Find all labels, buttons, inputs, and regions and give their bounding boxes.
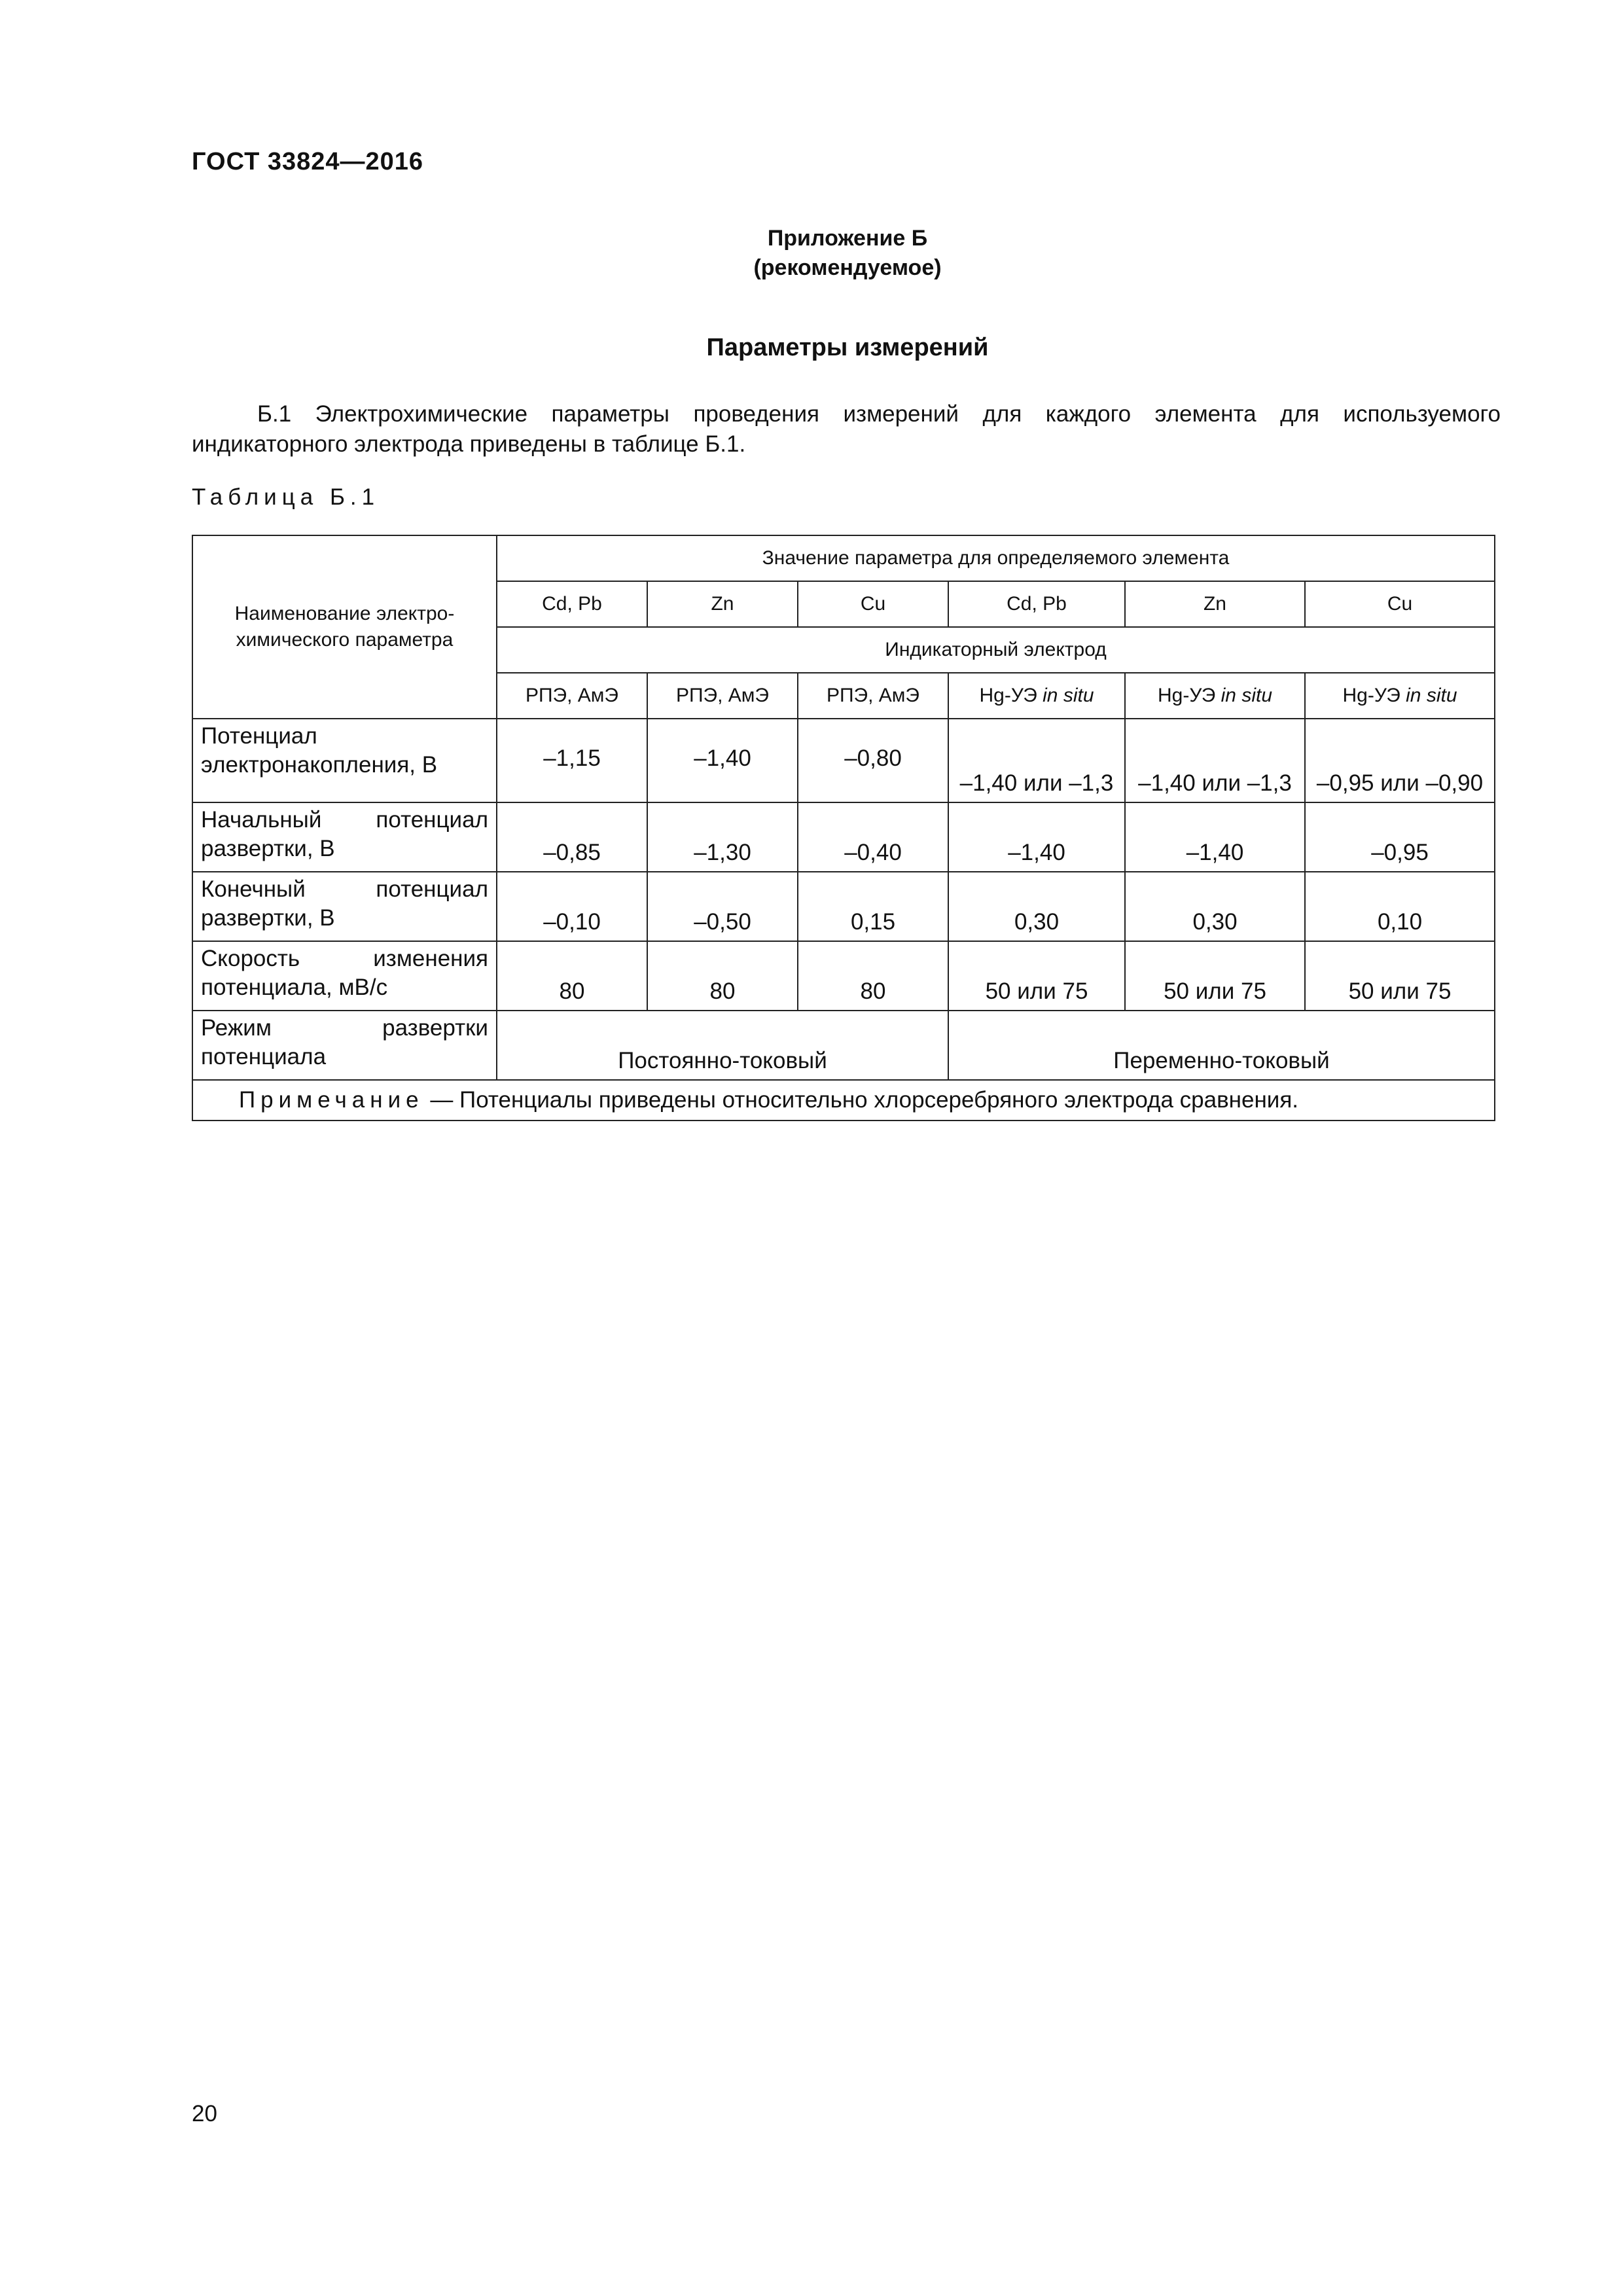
element-header: Cu: [798, 581, 948, 627]
document-code: ГОСТ 33824—2016: [192, 148, 424, 175]
element-header: Cu: [1305, 581, 1495, 627]
section-title: Параметры измерений: [706, 334, 989, 361]
table-caption: Таблица Б.1: [192, 484, 380, 510]
page-number: 20: [192, 2101, 217, 2126]
value-cell: 80: [497, 941, 647, 1011]
note-prefix: Примечание: [239, 1087, 424, 1113]
electrode-cell: РПЭ, АмЭ: [798, 673, 948, 719]
value-cell: –0,10: [497, 872, 647, 941]
value-cell: –1,40: [647, 719, 798, 802]
table-row: [192, 802, 1495, 872]
value-cell: –1,30: [647, 802, 798, 872]
value-cell: 0,30: [948, 872, 1125, 941]
intro-paragraph: Б.1 Электрохимические параметры проведения измерений для каждого элемента для используемого индикаторного электрода приведены в таблице Б.1.: [192, 401, 1501, 457]
row-label: Скорость изменения потенциала, мВ/с: [192, 941, 497, 1011]
value-cell: Постоянно-токовый: [497, 1011, 948, 1080]
table-note: [192, 1080, 1495, 1121]
value-cell: –0,40: [798, 802, 948, 872]
value-cell: 50 или 75: [1305, 941, 1495, 1011]
row-label: Потенциал электронакопления, В: [192, 719, 497, 802]
electrode-header: Индикаторный электрод: [497, 627, 1495, 673]
electrode-cell: Hg-УЭ in situ: [948, 673, 1125, 719]
value-cell: –0,50: [647, 872, 798, 941]
element-header: Zn: [1125, 581, 1305, 627]
element-header: Zn: [647, 581, 798, 627]
table-row: [192, 719, 1495, 802]
value-cell: –1,40: [1125, 802, 1305, 872]
value-cell: –0,95 или –0,90: [1305, 719, 1495, 802]
row-label: Конечный потенциал развертки, В: [192, 872, 497, 941]
value-cell: 50 или 75: [948, 941, 1125, 1011]
param-name-header: Наименование электро-химического параметра: [192, 535, 497, 719]
table-note-row: [192, 1080, 1495, 1121]
value-cell: –0,80: [798, 719, 948, 802]
value-cell: 0,15: [798, 872, 948, 941]
value-cell: 50 или 75: [1125, 941, 1305, 1011]
element-header: Cd, Pb: [948, 581, 1125, 627]
parameters-table: [192, 535, 1495, 1121]
appendix-title: Приложение Б: [767, 226, 928, 251]
group-header: Значение параметра для определяемого элемента: [497, 535, 1495, 581]
row-label: Режим развертки потенциала: [192, 1011, 497, 1080]
appendix-subtitle: (рекомендуемое): [753, 255, 942, 280]
value-cell: –1,40 или –1,3: [948, 719, 1125, 802]
table-row: [192, 941, 1495, 1011]
value-cell: 80: [647, 941, 798, 1011]
table-row: [192, 872, 1495, 941]
value-cell: –1,40: [948, 802, 1125, 872]
value-cell: 80: [798, 941, 948, 1011]
row-label: Начальный потенциал развертки, В: [192, 802, 497, 872]
value-cell: 0,10: [1305, 872, 1495, 941]
electrode-cell: Hg-УЭ in situ: [1125, 673, 1305, 719]
note-text: — Потенциалы приведены относительно хлорсеребряного электрода сравнения.: [430, 1087, 1299, 1113]
value-cell: –1,15: [497, 719, 647, 802]
element-header: Cd, Pb: [497, 581, 647, 627]
electrode-cell: Hg-УЭ in situ: [1305, 673, 1495, 719]
electrode-cell: РПЭ, АмЭ: [647, 673, 798, 719]
value-cell: –0,85: [497, 802, 647, 872]
value-cell: Переменно-токовый: [948, 1011, 1495, 1080]
electrode-cell: РПЭ, АмЭ: [497, 673, 647, 719]
table-row: [192, 1011, 1495, 1080]
value-cell: 0,30: [1125, 872, 1305, 941]
value-cell: –0,95: [1305, 802, 1495, 872]
value-cell: –1,40 или –1,3: [1125, 719, 1305, 802]
